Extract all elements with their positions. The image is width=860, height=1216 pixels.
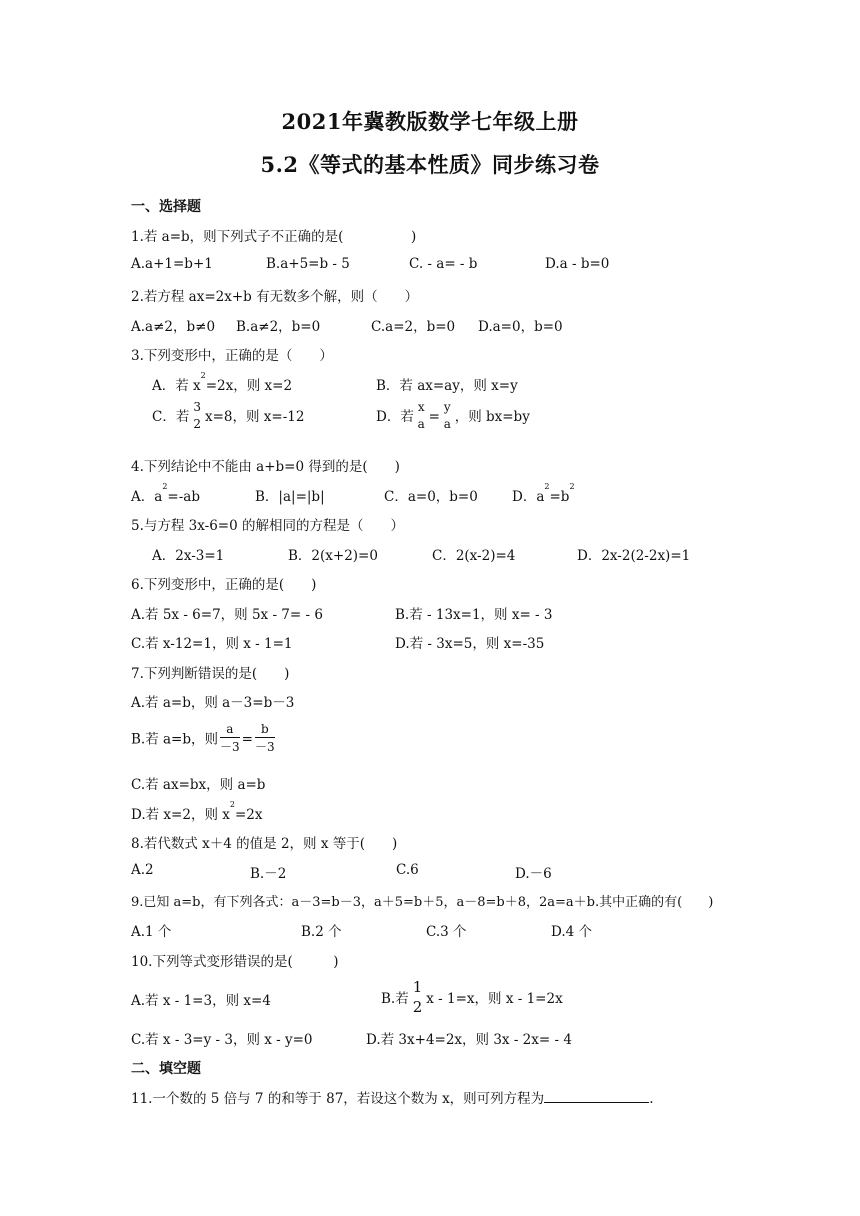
exponent: 2 [569, 482, 575, 491]
question-1-option-d: D.a - b=0 [545, 256, 610, 272]
page-title: 2021年冀教版数学七年级上册 [281, 109, 579, 134]
question-10-option-a: A.若 x - 1=3，则 x=4 [131, 993, 271, 1009]
question-4-stem: 4.下列结论中不能由 a+b=0 得到的是( ) [131, 459, 400, 475]
equals-sign: = [241, 731, 253, 748]
exponent: 2 [544, 482, 550, 491]
question-1-option-b: B.a+5=b - 5 [266, 256, 350, 272]
section-heading-choice: 一、选择题 [131, 199, 201, 215]
question-7-option-b [131, 722, 277, 755]
question-11 [131, 1087, 653, 1107]
question-2-option-c: C.a=2，b=0 [371, 319, 456, 335]
question-5-option-c: C．2(x-2)=4 [432, 548, 516, 564]
denominator: 2 [193, 417, 201, 431]
fraction [442, 401, 453, 430]
question-1-stem: 1.若 a=b，则下列式子不正确的是( ) [131, 229, 417, 245]
question-10-stem: 10.下列等式变形错误的是( ) [131, 954, 339, 970]
option-a-text-start: A．若 x [152, 378, 201, 394]
exponent: 2 [162, 482, 168, 491]
question-4-option-b: B．|a|=|b| [255, 489, 325, 505]
question-6-option-a: A.若 5x - 6=7，则 5x - 7= - 6 [131, 607, 323, 623]
question-8-option-b: B.－2 [250, 866, 287, 882]
question-3-option-b: B．若 ax=ay，则 x=y [376, 378, 518, 394]
option-d-text-start: D．若 [376, 409, 414, 425]
question-10-option-d: D.若 3x+4=2x，则 3x - 2x= - 4 [366, 1032, 572, 1048]
question-1-option-a: A.a+1=b+1 [131, 256, 213, 272]
question-2-option-a: A.a≠2，b≠0 [131, 319, 216, 335]
option-a-text-end: =-ab [167, 489, 200, 505]
option-d-text-end: =2x [234, 807, 263, 823]
equals-sign: = [428, 409, 440, 425]
question-5-option-b: B．2(x+2)=0 [288, 548, 378, 564]
denominator: －3 [220, 740, 240, 754]
denominator: －3 [254, 740, 275, 754]
exponent: 2 [200, 371, 206, 380]
fraction [220, 723, 240, 753]
fraction [416, 401, 427, 430]
option-b-text-start: B.若 a=b，则 [131, 731, 219, 748]
option-d-text-end: ，则 bx=by [454, 409, 530, 425]
question-2-option-d: D.a=0，b=0 [478, 319, 563, 335]
question-6-option-c: C.若 x-12=1，则 x - 1=1 [131, 636, 293, 652]
question-11-stem: 11.一个数的 5 倍与 7 的和等于 87，若设这个数为 x，则可列方程为 [131, 1091, 545, 1107]
option-a-text-start: A．a [131, 489, 163, 505]
option-d-text-start: D．a [512, 489, 545, 505]
question-8-option-d: D.－6 [515, 866, 552, 882]
option-c-text-end: x=8，则 x=-12 [204, 409, 305, 425]
question-5-stem: 5.与方程 3x-6=0 的解相同的方程是（ ） [131, 518, 404, 534]
numerator: b [255, 723, 275, 738]
numerator: 3 [193, 400, 201, 414]
question-7-stem: 7.下列判断错误的是( ) [131, 666, 290, 682]
question-3-option-d [376, 400, 530, 432]
question-6-option-b: B.若 - 13x=1，则 x= - 3 [395, 607, 553, 623]
denominator: a [443, 417, 451, 431]
numerator: x [417, 400, 425, 414]
question-4-option-a [131, 482, 200, 505]
question-8-stem: 8.若代数式 x＋4 的值是 2，则 x 等于( ) [131, 836, 398, 852]
denominator: 2 [412, 998, 423, 1016]
question-8-option-c: C.6 [396, 862, 419, 878]
question-5-option-d: D．2x-2(2-2x)=1 [577, 548, 691, 564]
option-b-text-end: x - 1=x，则 x - 1=2x [426, 991, 563, 1007]
option-d-text-start: D.若 x=2，则 x [131, 807, 230, 823]
question-4-option-d [512, 482, 575, 505]
question-7-option-a: A.若 a=b，则 a－3=b－3 [131, 695, 295, 711]
answer-blank[interactable] [544, 1090, 649, 1103]
question-2-option-b: B.a≠2，b=0 [236, 319, 321, 335]
section-heading-fill-in: 二、填空题 [131, 1061, 201, 1077]
question-11-end: . [649, 1091, 654, 1107]
question-10-option-b [381, 978, 563, 1017]
option-d-text-mid: =b [549, 489, 570, 505]
numerator: a [220, 723, 240, 738]
question-9-option-b: B.2 个 [301, 924, 342, 940]
numerator: 1 [412, 978, 423, 996]
question-8-option-a: A.2 [131, 862, 154, 878]
numerator: y [443, 400, 451, 414]
question-3-stem: 3.下列变形中，正确的是（ ） [131, 348, 333, 364]
fraction [255, 723, 275, 753]
option-a-text-end: =2x，则 x=2 [205, 378, 293, 394]
page-subtitle: 5.2《等式的基本性质》同步练习卷 [260, 152, 600, 177]
question-9-option-a: A.1 个 [131, 924, 172, 940]
question-7-option-d [131, 800, 263, 823]
question-5-option-a: A．2x-3=1 [152, 548, 225, 564]
question-9-option-d: D.4 个 [551, 924, 593, 940]
option-c-text-start: C．若 [152, 409, 190, 425]
question-9-stem: 9.已知 a=b，有下列各式：a－3=b－3，a＋5=b＋5，a－8=b＋8，2a=a＋b.其中正确的有( ) [131, 895, 714, 910]
question-3-option-a [152, 371, 293, 394]
option-b-text-start: B.若 [381, 991, 409, 1007]
question-10-option-c: C.若 x - 3=y - 3，则 x - y=0 [131, 1032, 313, 1048]
question-7-option-c: C.若 ax=bx，则 a=b [131, 777, 266, 793]
exponent: 2 [229, 800, 235, 809]
question-9-option-c: C.3 个 [426, 924, 467, 940]
question-3-option-c [152, 400, 305, 432]
question-6-stem: 6.下列变形中，正确的是( ) [131, 577, 317, 593]
question-1-option-c: C. - a= - b [409, 256, 478, 272]
fraction [411, 980, 425, 1015]
denominator: a [417, 417, 425, 431]
question-4-option-c: C．a=0，b=0 [384, 489, 478, 505]
question-6-option-d: D.若 - 3x=5，则 x=-35 [395, 636, 545, 652]
fraction [191, 401, 203, 430]
question-2-stem: 2.若方程 ax=2x+b 有无数多个解，则（ ） [131, 289, 419, 305]
